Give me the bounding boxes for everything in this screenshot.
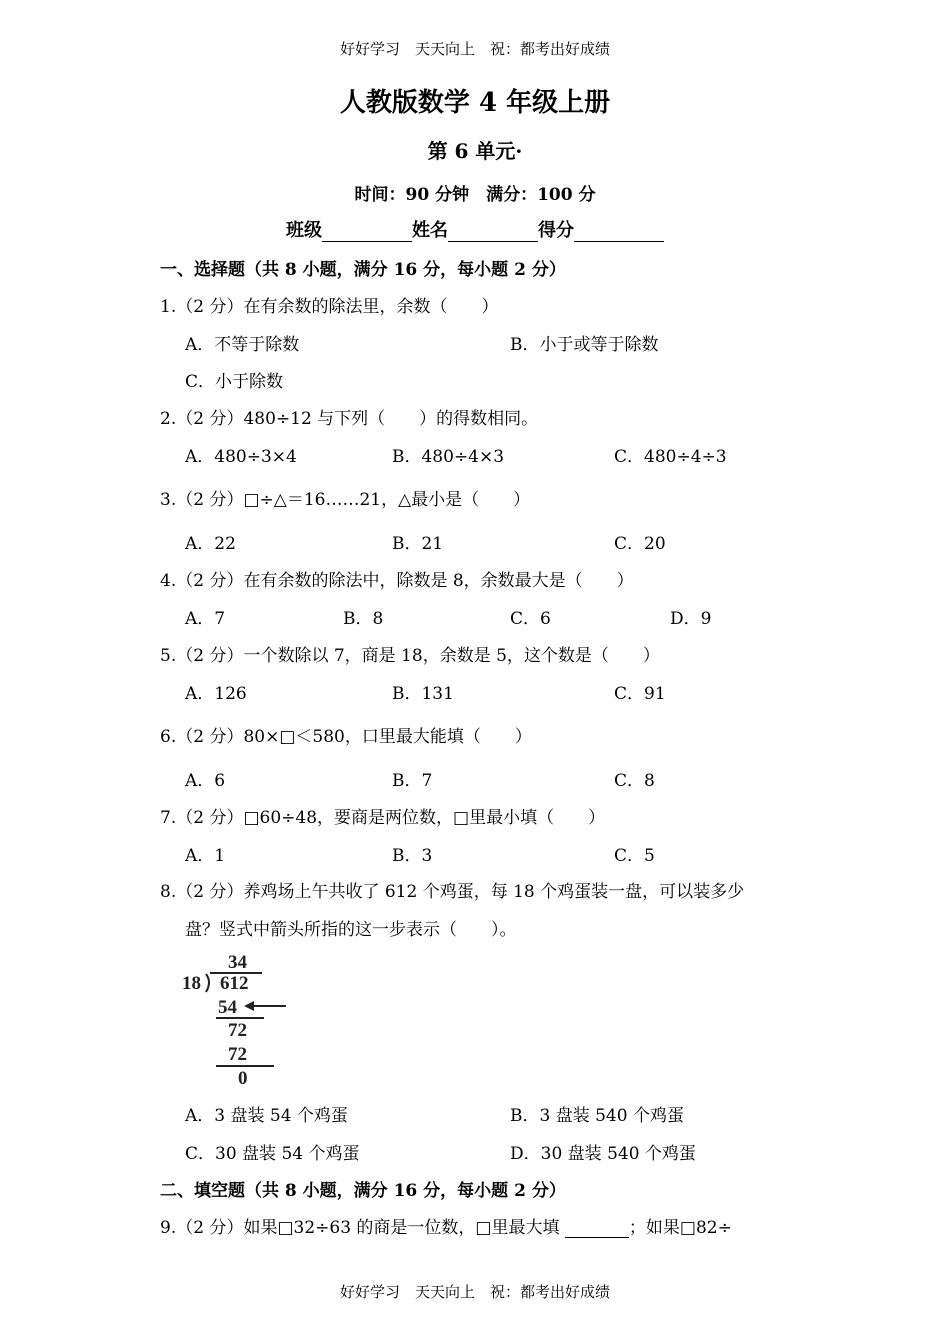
question-stem: 5.（2 分）一个数除以 7，商是 18，余数是 5，这个数是（ ） <box>160 646 660 666</box>
option: C．5 <box>614 846 655 866</box>
score-blank <box>574 223 664 242</box>
page-footer: 好好学习 天天向上 祝：都考出好成绩 <box>339 1283 610 1301</box>
unit-label: 第 6 单元· <box>427 139 523 163</box>
question-stem-part: ；如果□82÷ <box>628 1218 732 1238</box>
option: B．8 <box>343 609 384 629</box>
answer-blank <box>565 1219 629 1238</box>
page-header: 好好学习 天天向上 祝：都考出好成绩 <box>339 40 610 58</box>
section-heading: 二、填空题（共 8 小题，满分 16 分，每小题 2 分） <box>160 1181 566 1201</box>
question-stem-continued: 盘？竖式中箭头所指的这一步表示（ ）。 <box>185 920 517 940</box>
division-divisor: 18 <box>182 973 201 994</box>
option: C．8 <box>614 771 655 791</box>
question-stem-part: 9.（2 分）如果□32÷63 的商是一位数，□里最大填 <box>160 1218 560 1238</box>
division-quotient: 34 <box>228 952 247 973</box>
option: C．20 <box>614 534 666 554</box>
division-dividend: 612 <box>220 973 249 994</box>
option: B．21 <box>392 534 444 554</box>
option: A．3 盘装 54 个鸡蛋 <box>185 1106 348 1126</box>
question-stem: 1.（2 分）在有余数的除法里，余数（ ） <box>160 297 499 317</box>
option: D．9 <box>670 609 712 629</box>
question-stem: 2.（2 分）480÷12 与下列（ ）的得数相同。 <box>160 409 539 429</box>
option: A．7 <box>185 609 226 629</box>
option: A．不等于除数 <box>185 335 300 355</box>
class-label: 班级 <box>286 220 322 241</box>
section-heading: 一、选择题（共 8 小题，满分 16 分，每小题 2 分） <box>160 260 566 280</box>
option: C．30 盘装 54 个鸡蛋 <box>185 1144 360 1164</box>
option: A．480÷3×4 <box>185 447 297 467</box>
option: A．1 <box>185 846 226 866</box>
option: C．480÷4÷3 <box>614 447 727 467</box>
division-remainder1: 72 <box>228 1020 247 1041</box>
option: B．480÷4×3 <box>392 447 505 467</box>
option: D．30 盘装 540 个鸡蛋 <box>510 1144 696 1164</box>
option: B．7 <box>392 771 433 791</box>
question-stem: 8.（2 分）养鸡场上午共收了 612 个鸡蛋，每 18 个鸡蛋装一盘，可以装多少 <box>160 882 745 902</box>
division-result: 0 <box>238 1068 248 1089</box>
option: B．小于或等于除数 <box>510 335 659 355</box>
option: A．6 <box>185 771 226 791</box>
score-label: 得分 <box>538 220 574 241</box>
question-stem: 3.（2 分）□÷△＝16……21，△最小是（ ） <box>160 490 531 510</box>
class-blank <box>322 223 412 242</box>
option: C．91 <box>614 684 666 704</box>
question-stem: 4.（2 分）在有余数的除法中，除数是 8，余数最大是（ ） <box>160 571 634 591</box>
arrow-icon <box>244 1001 254 1011</box>
student-info <box>0 216 950 242</box>
division-step1: 54 <box>218 997 237 1018</box>
question-stem <box>160 1213 732 1238</box>
option: A．22 <box>185 534 236 554</box>
question-stem: 7.（2 分）□60÷48，要商是两位数，□里最小填（ ） <box>160 808 606 828</box>
option: B．131 <box>392 684 454 704</box>
option: B．3 盘装 540 个鸡蛋 <box>510 1106 684 1126</box>
division-bracket <box>206 974 209 992</box>
long-division-figure <box>178 948 298 1090</box>
option: B．3 <box>392 846 433 866</box>
name-blank <box>448 223 538 242</box>
division-step2: 72 <box>228 1044 247 1065</box>
page-title: 人教版数学 4 年级上册 <box>339 88 611 118</box>
option: C．6 <box>510 609 551 629</box>
option: A．126 <box>185 684 247 704</box>
name-label: 姓名 <box>412 220 448 241</box>
question-stem: 6.（2 分）80×□＜580，口里最大能填（ ） <box>160 727 532 747</box>
time-score: 时间：90 分钟 满分：100 分 <box>354 185 596 205</box>
option: C．小于除数 <box>185 372 284 392</box>
